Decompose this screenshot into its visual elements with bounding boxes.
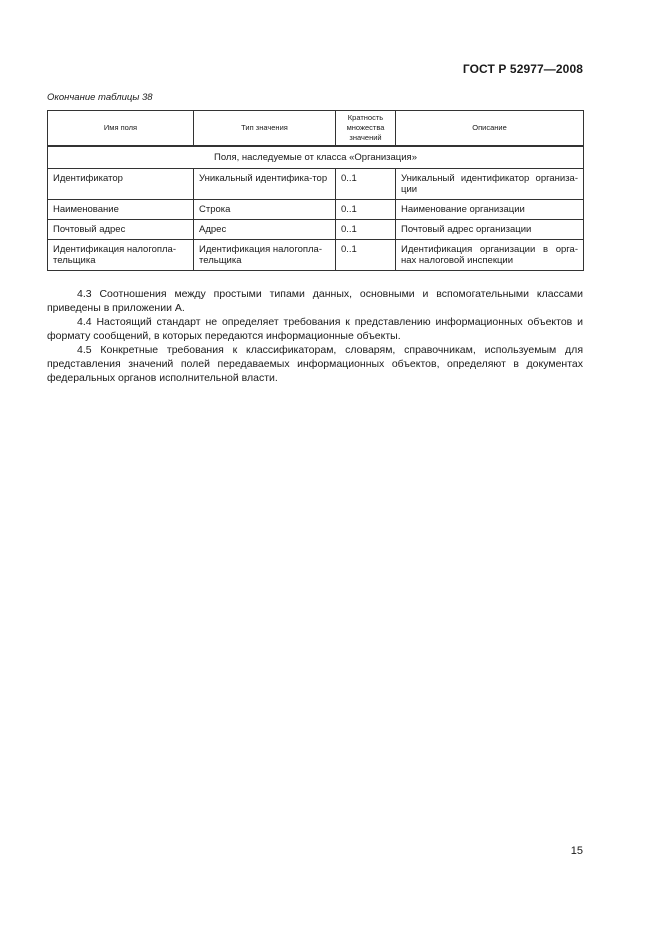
column-header-value-type: Тип значения bbox=[194, 111, 336, 147]
table-cell: Идентификация налогопла-тельщика bbox=[48, 240, 194, 271]
column-header-field-name: Имя поля bbox=[48, 111, 194, 147]
table-caption: Окончание таблицы 38 bbox=[47, 92, 153, 103]
table-row bbox=[48, 220, 584, 240]
paragraph-4-3: 4.3 Соотношения между простыми типами данных, основными и вспомогательными классами приведены в приложении А. bbox=[47, 288, 583, 314]
table-section-row bbox=[48, 146, 584, 169]
paragraph-4-5: 4.5 Конкретные требования к классификаторам, словарям, справочникам, используемым для представления значений полей передаваемых информационных объектов, определяют в документах федеральных органов исполнительной власти. bbox=[47, 344, 583, 384]
table-cell: Наименование bbox=[48, 200, 194, 220]
column-header-multiplicity: Кратность множества значений bbox=[336, 111, 396, 147]
table-cell: Адрес bbox=[194, 220, 336, 240]
table-cell: 0..1 bbox=[336, 169, 396, 200]
document-code: ГОСТ Р 52977—2008 bbox=[462, 62, 583, 76]
table-cell: Почтовый адрес bbox=[48, 220, 194, 240]
paragraph-4-4: 4.4 Настоящий стандарт не определяет требования к представлению информационных объектов и формату сообщений, в которых передаются информационные объекты. bbox=[47, 316, 583, 342]
table-cell: Наименование организации bbox=[396, 200, 584, 220]
table-cell: Уникальный идентификатор организа-ции bbox=[396, 169, 584, 200]
table-header-row bbox=[48, 111, 584, 147]
column-header-description: Описание bbox=[396, 111, 584, 147]
table-cell: Идентификация налогопла-тельщика bbox=[194, 240, 336, 271]
data-table bbox=[47, 110, 584, 271]
table-row bbox=[48, 169, 584, 200]
page-number: 15 bbox=[570, 845, 583, 857]
table-cell: 0..1 bbox=[336, 240, 396, 271]
table-cell: 0..1 bbox=[336, 200, 396, 220]
table-cell: 0..1 bbox=[336, 220, 396, 240]
table-cell: Строка bbox=[194, 200, 336, 220]
table-cell: Идентификация организации в орга-нах налоговой инспекции bbox=[396, 240, 584, 271]
table-cell: Почтовый адрес организации bbox=[396, 220, 584, 240]
table-cell: Идентификатор bbox=[48, 169, 194, 200]
section-title: Поля, наследуемые от класса «Организация» bbox=[48, 146, 584, 169]
table-row bbox=[48, 240, 584, 271]
table-cell: Уникальный идентифика-тор bbox=[194, 169, 336, 200]
table-row bbox=[48, 200, 584, 220]
